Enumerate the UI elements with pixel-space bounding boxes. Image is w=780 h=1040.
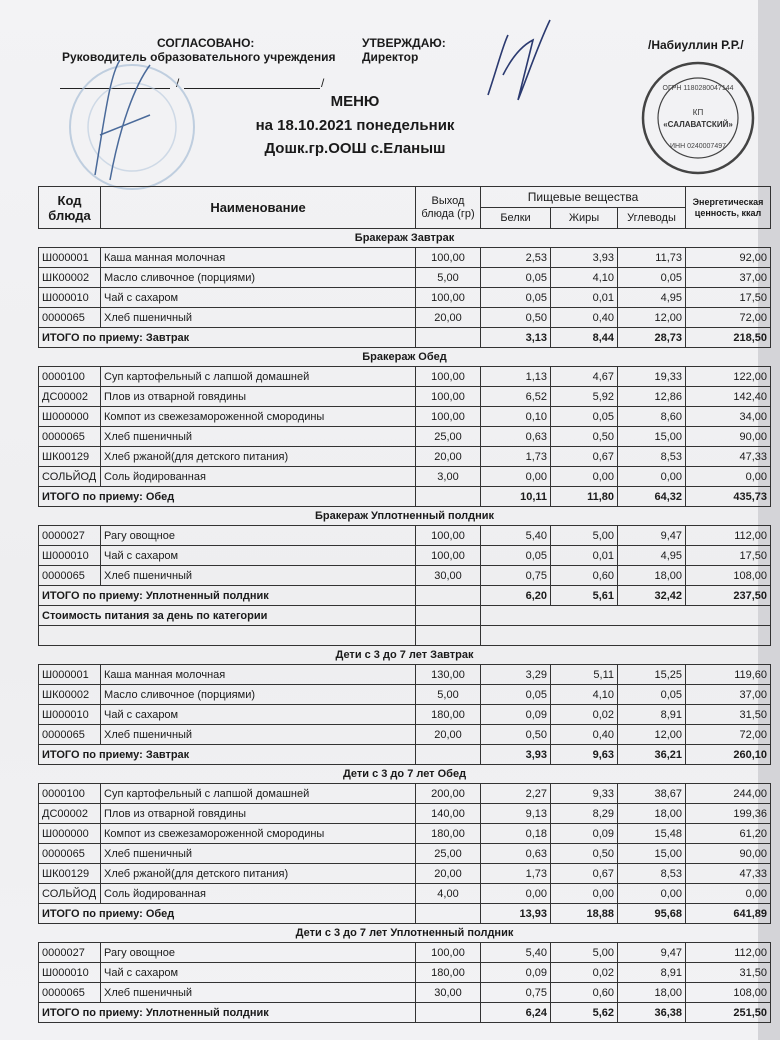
energy: 47,33 [686,864,771,884]
dish-name: Плов из отварной говядины [101,387,416,407]
total-yield [416,904,481,924]
col-fat: Жиры [551,208,618,229]
energy: 37,00 [686,685,771,705]
dish-code: СОЛЬЙОД [39,884,101,904]
total-carbs: 95,68 [618,904,686,924]
dish-yield: 25,00 [416,427,481,447]
dish-code: 0000065 [39,844,101,864]
dish-name: Хлеб ржаной(для детского питания) [101,447,416,467]
fat: 0,50 [551,427,618,447]
energy: 31,50 [686,963,771,983]
energy: 0,00 [686,884,771,904]
total-yield [416,1003,481,1023]
carbs: 15,00 [618,844,686,864]
table-row [39,566,771,586]
total-row [39,487,771,507]
dish-yield: 100,00 [416,546,481,566]
energy: 31,50 [686,705,771,725]
fat: 0,02 [551,705,618,725]
protein: 5,40 [481,526,551,546]
table-row [39,844,771,864]
dish-yield: 100,00 [416,367,481,387]
col-name: Наименование [101,187,416,229]
dish-code: Ш000010 [39,963,101,983]
cost-yield [416,606,481,626]
fat: 5,00 [551,526,618,546]
dish-name: Хлеб пшеничный [101,566,416,586]
cost-row [39,606,771,626]
dish-name: Каша манная молочная [101,665,416,685]
fat: 4,67 [551,367,618,387]
fat: 4,10 [551,268,618,288]
section-title-row [39,924,771,943]
col-carbs: Углеводы [618,208,686,229]
fat: 0,60 [551,566,618,586]
dish-yield: 180,00 [416,705,481,725]
carbs: 0,05 [618,268,686,288]
carbs: 18,00 [618,804,686,824]
protein: 0,63 [481,844,551,864]
menu-date: на 18.10.2021 понедельник [255,117,455,134]
total-energy: 260,10 [686,745,771,765]
table-row [39,467,771,487]
energy: 199,36 [686,804,771,824]
carbs: 8,91 [618,705,686,725]
carbs: 12,86 [618,387,686,407]
total-protein: 10,11 [481,487,551,507]
dish-name: Рагу овощное [101,943,416,963]
carbs: 4,95 [618,546,686,566]
col-yield: Выход блюда (гр) [416,187,481,229]
total-label: ИТОГО по приему: Завтрак [39,745,416,765]
dish-name: Чай с сахаром [101,546,416,566]
protein: 1,73 [481,447,551,467]
protein: 6,52 [481,387,551,407]
table-row [39,367,771,387]
dish-name: Компот из свежезамороженной смородины [101,824,416,844]
protein: 0,05 [481,685,551,705]
dish-code: Ш000010 [39,288,101,308]
empty-cell [39,626,416,646]
protein: 0,50 [481,725,551,745]
dish-name: Масло сливочное (порциями) [101,268,416,288]
dish-yield: 100,00 [416,288,481,308]
total-carbs: 32,42 [618,586,686,606]
dish-yield: 30,00 [416,566,481,586]
section-title: Бракераж Уплотненный полдник [314,510,495,522]
dish-name: Соль йодированная [101,467,416,487]
agreed-role: Руководитель образовательного учреждения [62,50,336,64]
dish-code: 0000065 [39,308,101,328]
protein: 2,27 [481,784,551,804]
table-row [39,864,771,884]
fat: 0,67 [551,447,618,467]
fat: 0,02 [551,963,618,983]
fat: 0,40 [551,308,618,328]
table-row [39,983,771,1003]
col-code: Код блюда [39,187,101,229]
total-label: ИТОГО по приему: Обед [39,487,416,507]
total-fat: 8,44 [551,328,618,348]
fat: 8,29 [551,804,618,824]
dish-yield: 5,00 [416,685,481,705]
col-protein: Белки [481,208,551,229]
dish-yield: 100,00 [416,407,481,427]
energy: 112,00 [686,943,771,963]
energy: 34,00 [686,407,771,427]
total-carbs: 36,21 [618,745,686,765]
dish-yield: 180,00 [416,824,481,844]
fat: 0,00 [551,467,618,487]
energy: 47,33 [686,447,771,467]
energy: 90,00 [686,427,771,447]
fat: 0,50 [551,844,618,864]
total-energy: 641,89 [686,904,771,924]
section-title-row [39,348,771,367]
fat: 0,40 [551,725,618,745]
dish-yield: 100,00 [416,526,481,546]
protein: 2,53 [481,248,551,268]
total-carbs: 36,38 [618,1003,686,1023]
carbs: 18,00 [618,983,686,1003]
dish-yield: 100,00 [416,943,481,963]
energy: 92,00 [686,248,771,268]
dish-code: Ш000010 [39,705,101,725]
energy: 108,00 [686,983,771,1003]
protein: 0,00 [481,467,551,487]
table-row [39,943,771,963]
approve-role: Директор [362,50,419,64]
carbs: 11,73 [618,248,686,268]
dish-name: Хлеб пшеничный [101,983,416,1003]
energy: 112,00 [686,526,771,546]
energy: 0,00 [686,467,771,487]
dish-name: Компот из свежезамороженной смородины [101,407,416,427]
table-row [39,884,771,904]
carbs: 0,00 [618,884,686,904]
total-label: ИТОГО по приему: Завтрак [39,328,416,348]
total-label: ИТОГО по приему: Уплотненный полдник [39,1003,416,1023]
protein: 0,50 [481,308,551,328]
section-title: Дети с 3 до 7 лет Завтрак [335,649,474,661]
energy: 72,00 [686,725,771,745]
protein: 0,75 [481,566,551,586]
table-row [39,447,771,467]
energy: 17,50 [686,288,771,308]
fat: 0,60 [551,983,618,1003]
dish-yield: 100,00 [416,387,481,407]
dish-name: Плов из отварной говядины [101,804,416,824]
col-energy: Энергетическая ценность, ккал [686,187,771,229]
table-row [39,685,771,705]
carbs: 38,67 [618,784,686,804]
empty-cell [416,626,481,646]
carbs: 8,91 [618,963,686,983]
dish-code: СОЛЬЙОД [39,467,101,487]
energy: 61,20 [686,824,771,844]
agreed-label: СОГЛАСОВАНО: [157,36,255,50]
total-row [39,745,771,765]
fat: 5,00 [551,943,618,963]
carbs: 8,60 [618,407,686,427]
total-carbs: 64,32 [618,487,686,507]
energy: 142,40 [686,387,771,407]
signature-slash: / [176,76,180,90]
fat: 0,09 [551,824,618,844]
dish-name: Рагу овощное [101,526,416,546]
carbs: 19,33 [618,367,686,387]
stamp-kp: КП [692,108,704,117]
fat: 0,00 [551,884,618,904]
dish-code: Ш000001 [39,248,101,268]
dish-yield: 25,00 [416,844,481,864]
section-title-row [39,229,771,248]
signature-slash-end: / [321,76,325,90]
dish-code: ШК00129 [39,864,101,884]
table-row [39,705,771,725]
protein: 1,13 [481,367,551,387]
energy: 90,00 [686,844,771,864]
table-row [39,308,771,328]
total-carbs: 28,73 [618,328,686,348]
carbs: 15,25 [618,665,686,685]
dish-code: 0000065 [39,427,101,447]
dish-name: Хлеб пшеничный [101,725,416,745]
carbs: 9,47 [618,526,686,546]
fat: 5,92 [551,387,618,407]
dish-yield: 140,00 [416,804,481,824]
table-row [39,526,771,546]
fat: 0,01 [551,546,618,566]
total-energy: 435,73 [686,487,771,507]
table-row [39,963,771,983]
table-row [39,665,771,685]
dish-yield: 30,00 [416,983,481,1003]
dish-name: Масло сливочное (порциями) [101,685,416,705]
table-row [39,725,771,745]
dish-name: Суп картофельный с лапшой домашней [101,784,416,804]
energy: 122,00 [686,367,771,387]
fat: 9,33 [551,784,618,804]
total-energy: 218,50 [686,328,771,348]
table-row [39,268,771,288]
empty-cell [481,626,771,646]
table-row [39,784,771,804]
total-protein: 6,24 [481,1003,551,1023]
carbs: 8,53 [618,447,686,467]
energy: 108,00 [686,566,771,586]
total-row [39,904,771,924]
dish-name: Чай с сахаром [101,705,416,725]
dish-yield: 180,00 [416,963,481,983]
protein: 0,09 [481,705,551,725]
dish-name: Хлеб ржаной(для детского питания) [101,864,416,884]
carbs: 0,05 [618,685,686,705]
dish-name: Каша манная молочная [101,248,416,268]
table-row [39,546,771,566]
dish-code: 0000027 [39,943,101,963]
menu-group: Дошк.гр.ООШ с.Еланыш [264,140,446,157]
dish-yield: 3,00 [416,467,481,487]
protein: 0,75 [481,983,551,1003]
fat: 0,05 [551,407,618,427]
total-row [39,586,771,606]
table-row [39,824,771,844]
dish-code: Ш000000 [39,824,101,844]
dish-yield: 20,00 [416,864,481,884]
protein: 0,10 [481,407,551,427]
total-fat: 5,61 [551,586,618,606]
protein: 0,05 [481,268,551,288]
section-title: Дети с 3 до 7 лет Обед [342,768,467,780]
dish-code: 0000100 [39,367,101,387]
stamp-ogrn: ОГРН 1180280047144 [662,85,734,92]
dish-name: Хлеб пшеничный [101,427,416,447]
total-yield [416,745,481,765]
protein: 0,05 [481,546,551,566]
energy: 72,00 [686,308,771,328]
protein: 0,05 [481,288,551,308]
total-protein: 3,93 [481,745,551,765]
director-name: /Набиуллин Р.Р./ [648,38,744,52]
carbs: 9,47 [618,943,686,963]
dish-yield: 100,00 [416,248,481,268]
dish-code: ДС00002 [39,804,101,824]
col-nutrients: Пищевые вещества [481,187,686,208]
fat: 0,01 [551,288,618,308]
dish-yield: 20,00 [416,447,481,467]
dish-code: 0000065 [39,983,101,1003]
protein: 5,40 [481,943,551,963]
total-energy: 237,50 [686,586,771,606]
dish-yield: 130,00 [416,665,481,685]
energy: 37,00 [686,268,771,288]
total-yield [416,328,481,348]
dish-yield: 20,00 [416,308,481,328]
total-yield [416,487,481,507]
carbs: 12,00 [618,308,686,328]
total-fat: 18,88 [551,904,618,924]
fat: 3,93 [551,248,618,268]
total-label: ИТОГО по приему: Уплотненный полдник [39,586,416,606]
dish-yield: 20,00 [416,725,481,745]
cost-label: Стоимость питания за день по категории [39,606,416,626]
dish-code: ШК00129 [39,447,101,467]
carbs: 15,48 [618,824,686,844]
dish-code: Ш000000 [39,407,101,427]
menu-title: МЕНЮ [330,93,380,110]
carbs: 12,00 [618,725,686,745]
protein: 3,29 [481,665,551,685]
menu-table [38,186,771,1023]
protein: 0,18 [481,824,551,844]
dish-name: Соль йодированная [101,884,416,904]
section-title-row [39,765,771,784]
dish-code: 0000065 [39,725,101,745]
dish-name: Хлеб пшеничный [101,844,416,864]
section-title-row [39,646,771,665]
protein: 1,73 [481,864,551,884]
fat: 0,67 [551,864,618,884]
dish-name: Чай с сахаром [101,963,416,983]
fat: 5,11 [551,665,618,685]
table-row [39,427,771,447]
protein: 0,63 [481,427,551,447]
table-row [39,804,771,824]
dish-code: ДС00002 [39,387,101,407]
table-row [39,407,771,427]
dish-code: ШК00002 [39,685,101,705]
table-row [39,248,771,268]
dish-code: ШК00002 [39,268,101,288]
energy: 119,60 [686,665,771,685]
total-protein: 3,13 [481,328,551,348]
stamp-inn: ИНН 0240007497 [669,143,727,150]
approve-label: УТВЕРЖДАЮ: [362,36,446,50]
energy: 17,50 [686,546,771,566]
total-fat: 5,62 [551,1003,618,1023]
total-label: ИТОГО по приему: Обед [39,904,416,924]
dish-name: Хлеб пшеничный [101,308,416,328]
total-row [39,328,771,348]
fat: 4,10 [551,685,618,705]
total-energy: 251,50 [686,1003,771,1023]
energy: 244,00 [686,784,771,804]
total-fat: 11,80 [551,487,618,507]
total-row [39,1003,771,1023]
carbs: 0,00 [618,467,686,487]
dish-code: Ш000001 [39,665,101,685]
protein: 9,13 [481,804,551,824]
section-title: Бракераж Завтрак [354,232,455,244]
cost-value [481,606,771,626]
dish-name: Чай с сахаром [101,288,416,308]
dish-code: Ш000010 [39,546,101,566]
table-row [39,288,771,308]
carbs: 8,53 [618,864,686,884]
total-yield [416,586,481,606]
stamp-name: «САЛАВАТСКИЙ» [663,120,733,129]
empty-row [39,626,771,646]
section-title: Дети с 3 до 7 лет Уплотненный полдник [295,927,514,939]
dish-yield: 5,00 [416,268,481,288]
total-protein: 13,93 [481,904,551,924]
protein: 0,00 [481,884,551,904]
dish-yield: 4,00 [416,884,481,904]
carbs: 4,95 [618,288,686,308]
section-title-row [39,507,771,526]
carbs: 15,00 [618,427,686,447]
table-row [39,387,771,407]
total-protein: 6,20 [481,586,551,606]
dish-yield: 200,00 [416,784,481,804]
dish-code: 0000100 [39,784,101,804]
dish-code: 0000027 [39,526,101,546]
dish-code: 0000065 [39,566,101,586]
protein: 0,09 [481,963,551,983]
section-title: Бракераж Обед [362,351,447,363]
total-fat: 9,63 [551,745,618,765]
carbs: 18,00 [618,566,686,586]
dish-name: Суп картофельный с лапшой домашней [101,367,416,387]
